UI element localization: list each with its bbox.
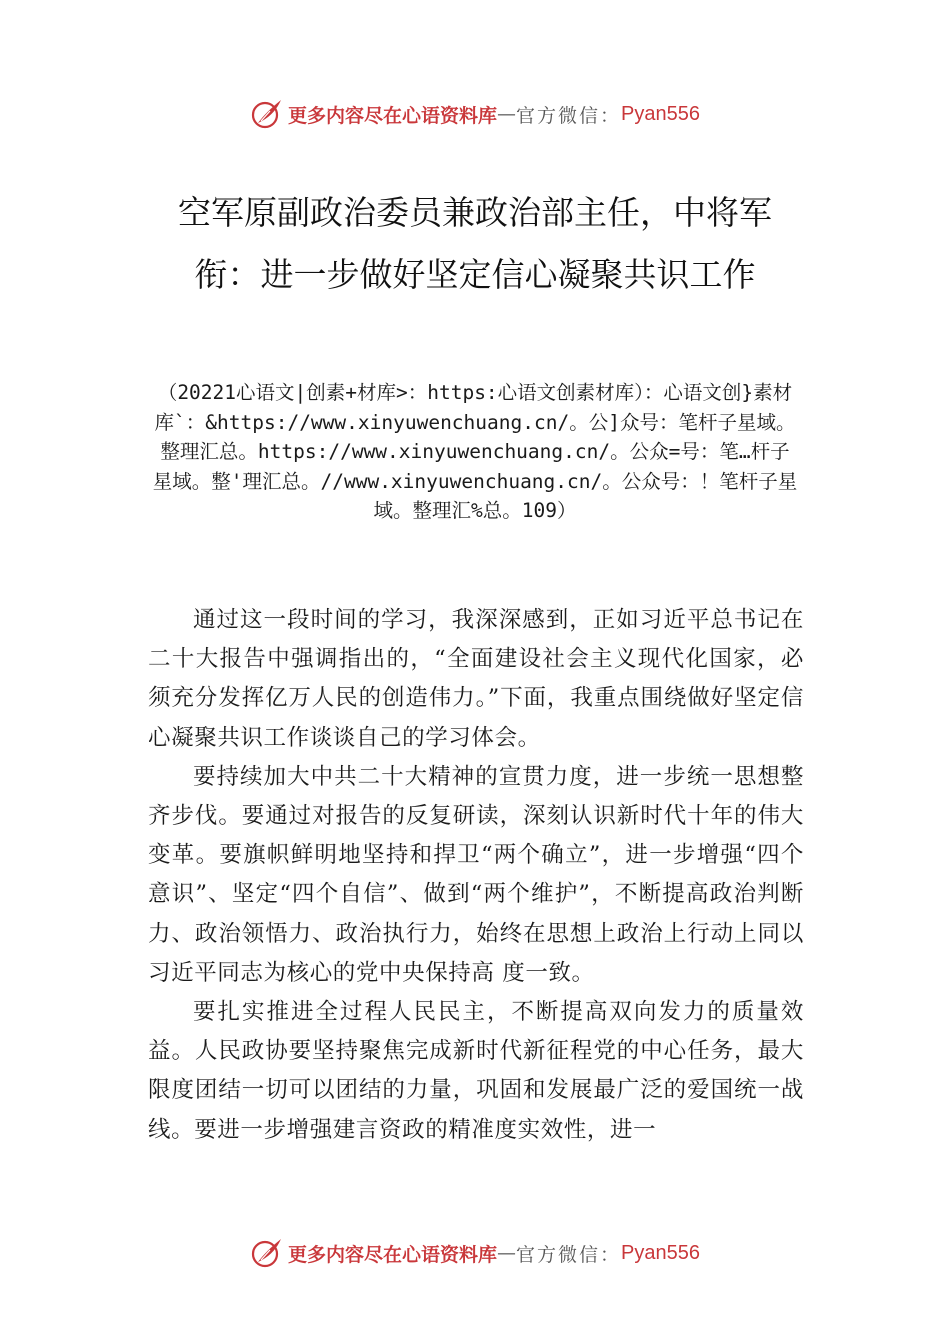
footer-watermark bbox=[0, 1233, 950, 1273]
watermark-handle: Pyan556 bbox=[621, 1241, 700, 1264]
watermark-label: 官方微信： bbox=[516, 1243, 622, 1266]
watermark-brand: 更多内容尽在心语资料库 bbox=[288, 1243, 498, 1266]
watermark-dash: — bbox=[497, 1242, 517, 1264]
header-watermark bbox=[0, 94, 950, 134]
body-paragraph: 通过这一段时间的学习，我深深感到，正如习近平总书记在二十大报告中强调指出的，“全面建设社会主义现代化国家，必须充分发挥亿万人民的创造伟力。”下面，我重点围绕做好坚定信心凝聚共识工作谈谈自己的学习体会。 bbox=[148, 607, 804, 751]
watermark-label: 官方微信： bbox=[516, 104, 622, 127]
quill-logo-icon bbox=[250, 1236, 284, 1270]
body-paragraph: 要持续加大中共二十大精神的宣贯力度，进一步统一思想整齐步伐。要通过对报告的反复研读，深刻认识新时代十年的伟大变革。要旗帜鲜明地坚持和捍卫“两个确立”，进一步增强“四个意识”、坚定“四个自信”、做到“两个维护”，不断提高政治判断力、政治领悟力、政治执行力，始终在思想上政治上行动上同以习近平同志为核心的党中央保持高 度一致。 bbox=[148, 763, 804, 986]
body-paragraph: 要扎实推进全过程人民民主，不断提高双向发力的质量效益。人民政协要坚持聚焦完成新时代新征程党的中心任务，最大限度团结一切可以团结的力量，巩固和发展最广泛的爱国统一战线。要进一步增强建言资政的精准度实效性，进一 bbox=[148, 999, 804, 1143]
watermark-handle: Pyan556 bbox=[621, 102, 700, 125]
watermark-dash: — bbox=[497, 103, 517, 125]
quill-logo-icon bbox=[250, 97, 284, 131]
document-title: 空军原副政治委员兼政治部主任，中将军衔：进一步做好坚定信心凝聚共识工作 bbox=[178, 193, 772, 294]
source-note: （20221心语文|创素+材库>：https:心语文创素材库）：心语文创}素材库`：&https://www.xinyuwenchuang.cn/。公]众号：笔杆子星域。整理汇总。https://www.xinyuwenchuang.cn/。公众=号：笔…杆子星域。整'理汇总。//www.xinyuwenchuang.cn/。公众号：！笔杆子星域。整理汇%总。109） bbox=[152, 381, 798, 522]
watermark-brand: 更多内容尽在心语资料库 bbox=[288, 104, 498, 127]
document-body bbox=[148, 601, 804, 1150]
